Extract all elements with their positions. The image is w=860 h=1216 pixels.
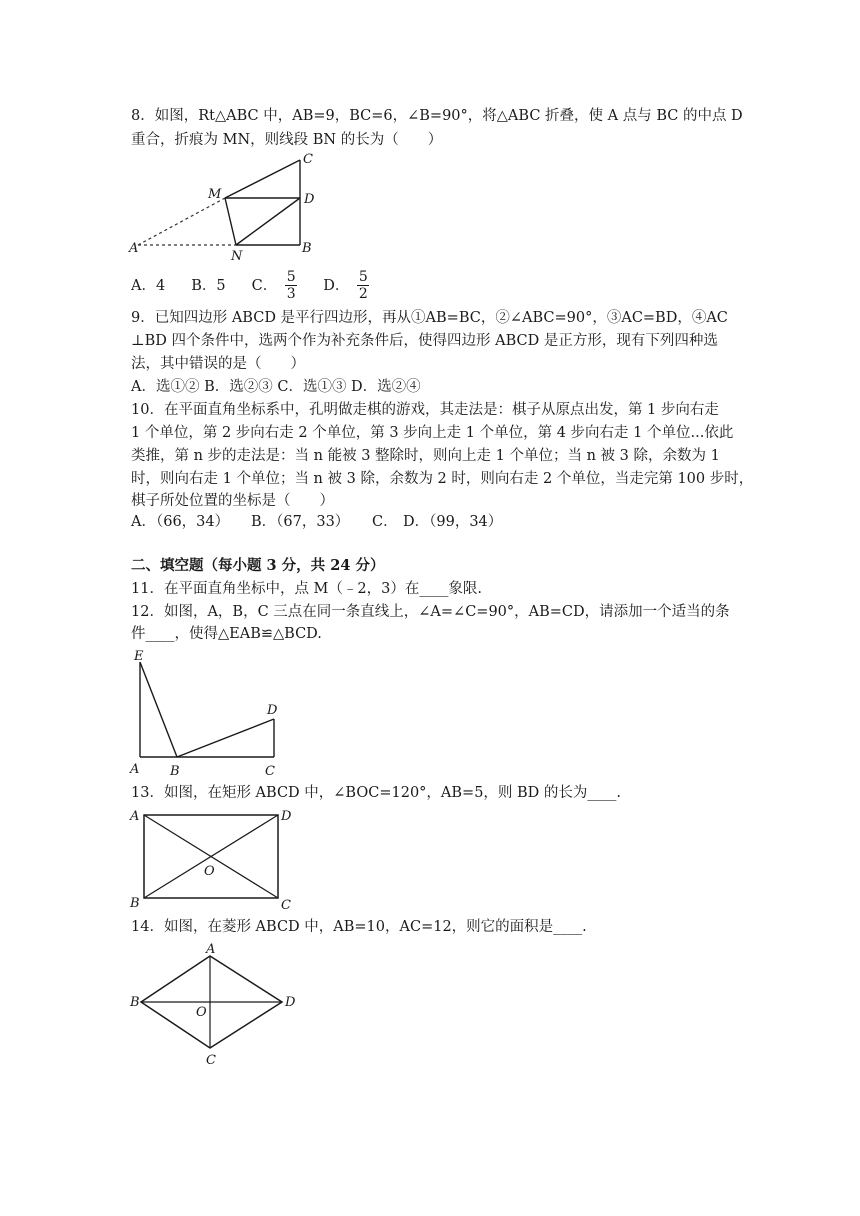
q10-text-line5: 棋子所处位置的坐标是（ ） xyxy=(131,493,334,509)
q10-option-d[interactable]: D．（99，34） xyxy=(403,514,503,530)
q8-label-m: M xyxy=(208,187,222,202)
q14-label-a: A xyxy=(206,942,216,957)
q9-text-line1: 9．已知四边形 ABCD 是平行四边形，再从①AB=BC，②∠ABC=90°，③AC=BD，④AC xyxy=(131,310,728,326)
q10-text-line2: 1 个单位，第 2 步向右走 2 个单位，第 3 步向上走 1 个单位，第 4 步向右走 1 个单位...依此 xyxy=(131,425,734,441)
q13-label-o: O xyxy=(204,864,215,879)
q14-text: 14．如图，在菱形 ABCD 中，AB=10，AC=12，则它的面积是____. xyxy=(131,919,587,935)
q10-option-a[interactable]: A．（66，34） xyxy=(131,514,230,530)
q8-label-d: D xyxy=(304,192,315,207)
q13-label-d: D xyxy=(281,809,292,824)
q12-text-line2: 件____，使得△EAB≌△BCD. xyxy=(131,626,322,642)
q8-label-c: C xyxy=(303,152,313,167)
section-heading: 二、填空题（每小题 3 分，共 24 分） xyxy=(131,557,385,574)
q12-label-c: C xyxy=(265,764,275,779)
q8-option-c[interactable] xyxy=(252,270,298,301)
q8-label-a: A xyxy=(129,241,139,256)
q14-label-d: D xyxy=(285,995,296,1010)
q8-option-a[interactable]: A．4 xyxy=(131,277,166,294)
q8-option-d-prefix: D． xyxy=(323,277,350,294)
q14-label-c: C xyxy=(206,1053,216,1068)
q13-label-a: A xyxy=(130,809,140,824)
q8-label-b: B xyxy=(302,241,312,256)
q8-option-d-denominator: 2 xyxy=(358,286,368,302)
q12-text-line1: 12．如图，A，B，C 三点在同一条直线上，∠A=∠C=90°，AB=CD，请添加一个适当的条 xyxy=(131,604,730,620)
q10-text-line4: 时，则向右走 1 个单位；当 n 被 3 除，余数为 2 时，则向右走 2 个单位，当走完第 100 步时， xyxy=(131,471,754,487)
q11-text: 11．在平面直角坐标中，点 M（﹣2，3）在____象限. xyxy=(131,581,482,597)
q8-label-n: N xyxy=(231,249,243,264)
q13-figure xyxy=(126,804,298,914)
q10-option-c[interactable]: C． xyxy=(372,514,398,530)
q10-text-line3: 类推，第 n 步的走法是：当 n 能被 3 整除时，则向上走 1 个单位；当 n 被 3 除，余数为 1 xyxy=(131,448,720,464)
q13-label-c: C xyxy=(281,898,291,913)
q8-text-line2: 重合，折痕为 MN，则线段 BN 的长为（ ） xyxy=(131,132,443,148)
q8-option-b[interactable]: B．5 xyxy=(191,277,226,294)
q8-option-d-numerator: 5 xyxy=(358,269,368,285)
q14-label-o: O xyxy=(196,1005,207,1020)
q10-option-b[interactable]: B．（67，33） xyxy=(251,514,350,530)
q9-options[interactable]: A．选①② B．选②③ C．选①③ D．选②④ xyxy=(131,379,421,395)
q10-text-line1: 10．在平面直角坐标系中，孔明做走棋的游戏，其走法是：棋子从原点出发，第 1 步向右走 xyxy=(131,402,719,418)
q8-option-d-fraction xyxy=(357,270,369,301)
q9-text-line2: ⊥BD 四个条件中，选两个作为补充条件后，使得四边形 ABCD 是正方形，现有下列四种选 xyxy=(131,333,718,349)
q8-option-d[interactable] xyxy=(323,270,369,301)
q12-figure xyxy=(126,644,286,780)
q8-text-line1: 8．如图，Rt△ABC 中，AB=9，BC=6，∠B=90°，将△ABC 折叠，使 A 点与 BC 的中点 D xyxy=(131,108,743,124)
q12-label-b: B xyxy=(170,764,180,779)
q13-label-b: B xyxy=(130,896,140,911)
q8-option-c-numerator: 5 xyxy=(286,269,296,285)
q12-label-d: D xyxy=(267,703,278,718)
q9-text-line3: 法，其中错误的是（ ） xyxy=(131,356,305,372)
q12-label-a: A xyxy=(130,762,140,777)
q8-figure xyxy=(126,148,326,264)
q8-option-c-fraction xyxy=(285,270,297,301)
q14-label-b: B xyxy=(130,995,140,1010)
q8-options xyxy=(131,270,395,301)
q14-figure xyxy=(126,940,304,1068)
q8-option-c-denominator: 3 xyxy=(286,286,296,302)
q12-label-e: E xyxy=(134,649,144,664)
q13-text: 13．如图，在矩形 ABCD 中，∠BOC=120°，AB=5，则 BD 的长为____. xyxy=(131,785,622,801)
q8-option-c-prefix: C． xyxy=(251,277,278,294)
